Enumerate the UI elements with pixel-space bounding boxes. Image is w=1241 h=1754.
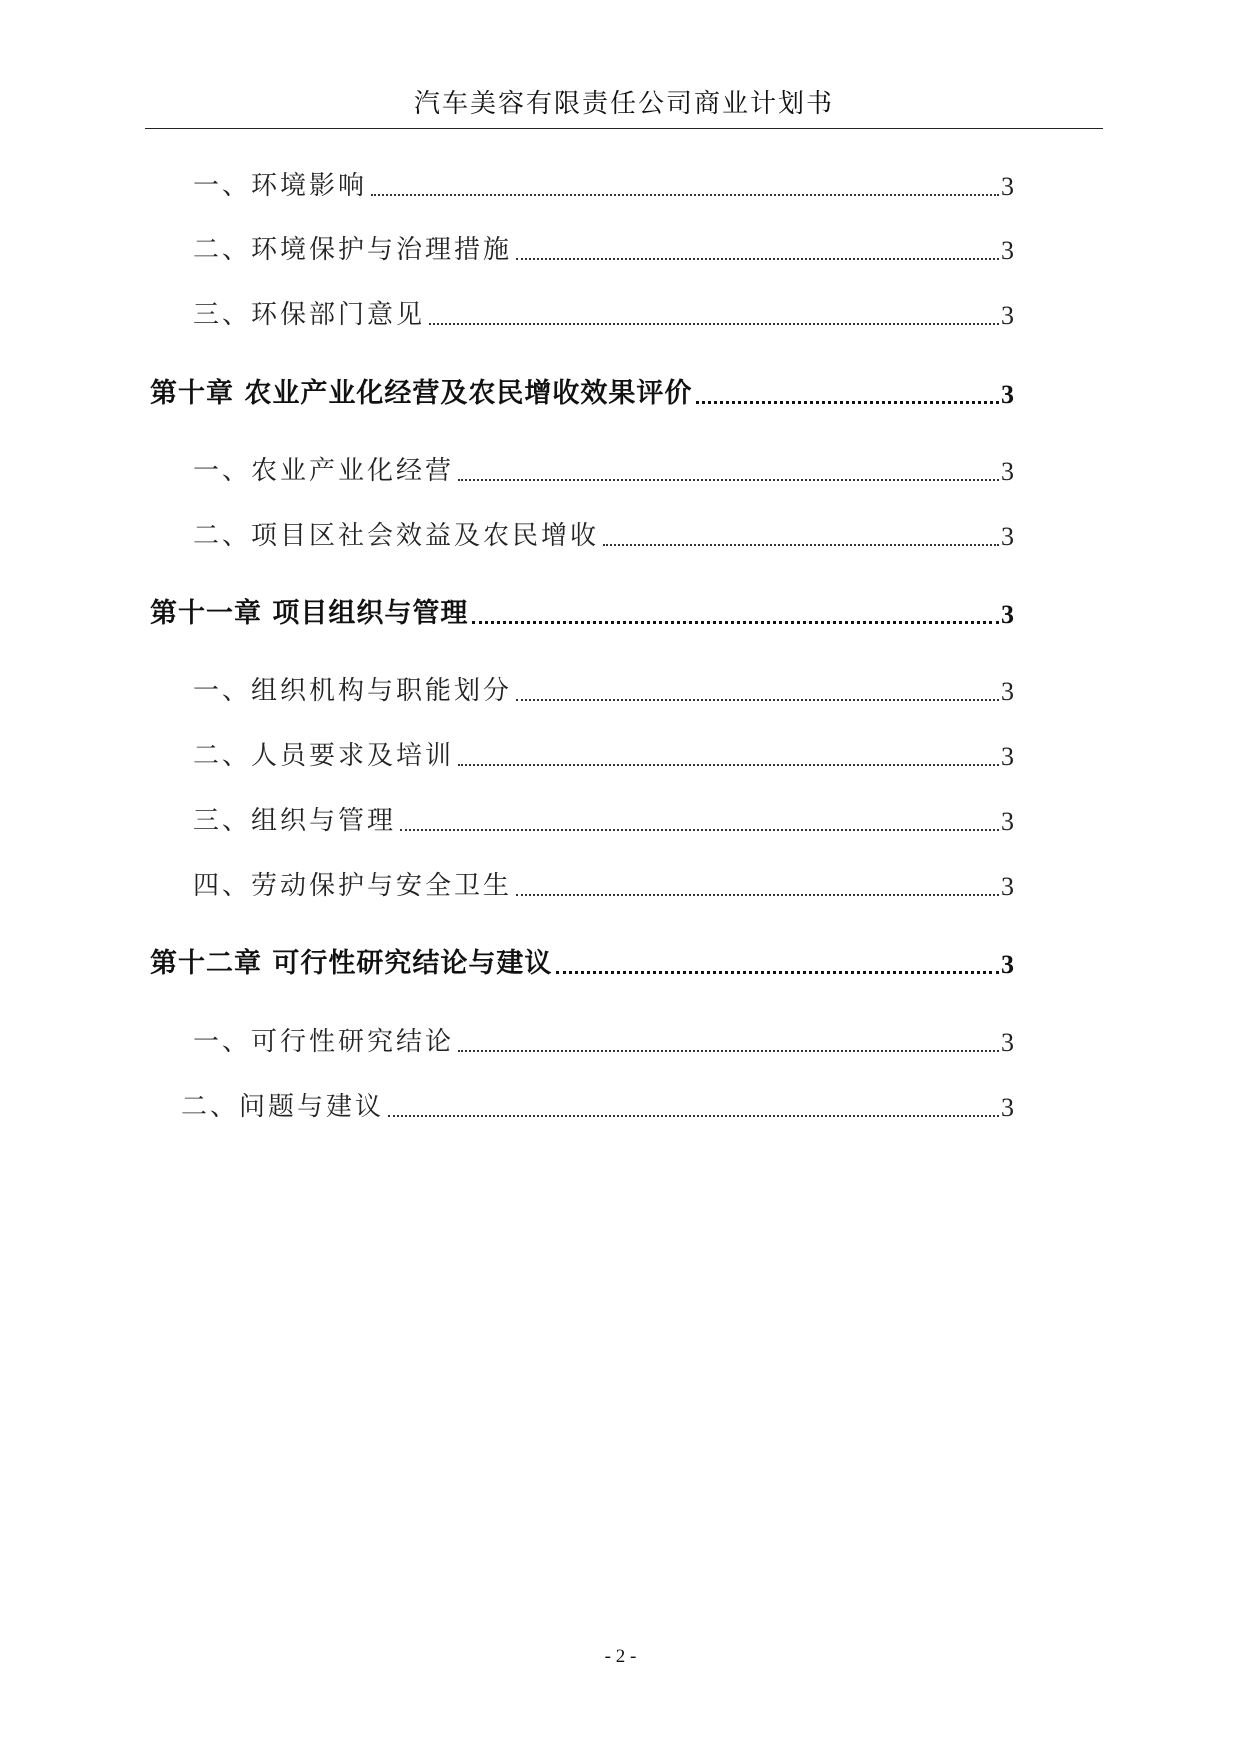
toc-page-number: 3	[1001, 380, 1014, 409]
toc-leader-dots	[472, 607, 999, 624]
toc-entry-label: 一、农业产业化经营	[193, 456, 455, 486]
page-header-title: 汽车美容有限责任公司商业计划书	[413, 89, 834, 119]
toc-leader-dots	[516, 244, 999, 260]
toc-entry-label: 二、人员要求及培训	[193, 741, 455, 771]
toc-entry[interactable]	[193, 732, 1014, 772]
toc-entry[interactable]	[193, 797, 1014, 837]
toc-chapter-label: 第十二章 可行性研究结论与建议	[150, 948, 553, 979]
toc-entry-label: 一、组织机构与职能划分	[193, 676, 513, 706]
toc-entry-label: 一、环境影响	[193, 171, 368, 201]
toc-leader-dots	[400, 815, 999, 831]
header-rule	[145, 128, 1103, 129]
toc-entry[interactable]	[193, 162, 1014, 202]
toc-page-number: 3	[1001, 677, 1014, 706]
toc-chapter-entry[interactable]	[150, 370, 1014, 410]
toc-page-number: 3	[1001, 807, 1014, 836]
toc-page-number: 3	[1001, 172, 1014, 201]
toc-page-number: 3	[1001, 236, 1014, 265]
toc-entry[interactable]	[193, 512, 1014, 552]
toc-entry[interactable]	[193, 226, 1014, 266]
toc-entry[interactable]	[193, 291, 1014, 331]
toc-leader-dots	[388, 1101, 999, 1117]
toc-entry[interactable]	[193, 1018, 1014, 1058]
toc-entry-label: 三、环保部门意见	[193, 300, 426, 330]
page-number-footer: - 2 -	[604, 1646, 637, 1667]
toc-entry-label: 三、组织与管理	[193, 806, 397, 836]
toc-chapter-entry[interactable]	[150, 940, 1014, 980]
toc-leader-dots	[516, 685, 999, 701]
toc-entry[interactable]	[181, 1083, 1014, 1123]
toc-chapter-label: 第十一章 项目组织与管理	[150, 598, 469, 629]
toc-leader-dots	[429, 309, 999, 325]
toc-page-number: 3	[1001, 301, 1014, 330]
toc-leader-dots	[458, 1036, 999, 1052]
toc-entry-label: 二、问题与建议	[181, 1092, 385, 1122]
toc-leader-dots	[458, 465, 999, 481]
toc-entry-label: 二、项目区社会效益及农民增收	[193, 521, 600, 551]
toc-page-number: 3	[1001, 457, 1014, 486]
toc-page-number: 3	[1001, 742, 1014, 771]
toc-page-number: 3	[1001, 950, 1014, 979]
toc-entry-label: 一、可行性研究结论	[193, 1027, 455, 1057]
toc-leader-dots	[603, 530, 999, 546]
toc-page-number: 3	[1001, 1028, 1014, 1057]
toc-chapter-entry[interactable]	[150, 590, 1014, 630]
toc-leader-dots	[516, 880, 999, 896]
toc-entry-label: 二、环境保护与治理措施	[193, 235, 513, 265]
toc-page-number: 3	[1001, 522, 1014, 551]
toc-page-number: 3	[1001, 600, 1014, 629]
toc-leader-dots	[458, 750, 999, 766]
toc-page-number: 3	[1001, 1093, 1014, 1122]
toc-leader-dots	[696, 387, 999, 404]
toc-leader-dots	[371, 180, 999, 196]
toc-entry-label: 四、劳动保护与安全卫生	[193, 871, 513, 901]
toc-leader-dots	[556, 957, 999, 974]
toc-entry[interactable]	[193, 667, 1014, 707]
toc-entry[interactable]	[193, 447, 1014, 487]
toc-page-number: 3	[1001, 872, 1014, 901]
toc-entry[interactable]	[193, 862, 1014, 902]
toc-chapter-label: 第十章 农业产业化经营及农民增收效果评价	[150, 378, 693, 409]
